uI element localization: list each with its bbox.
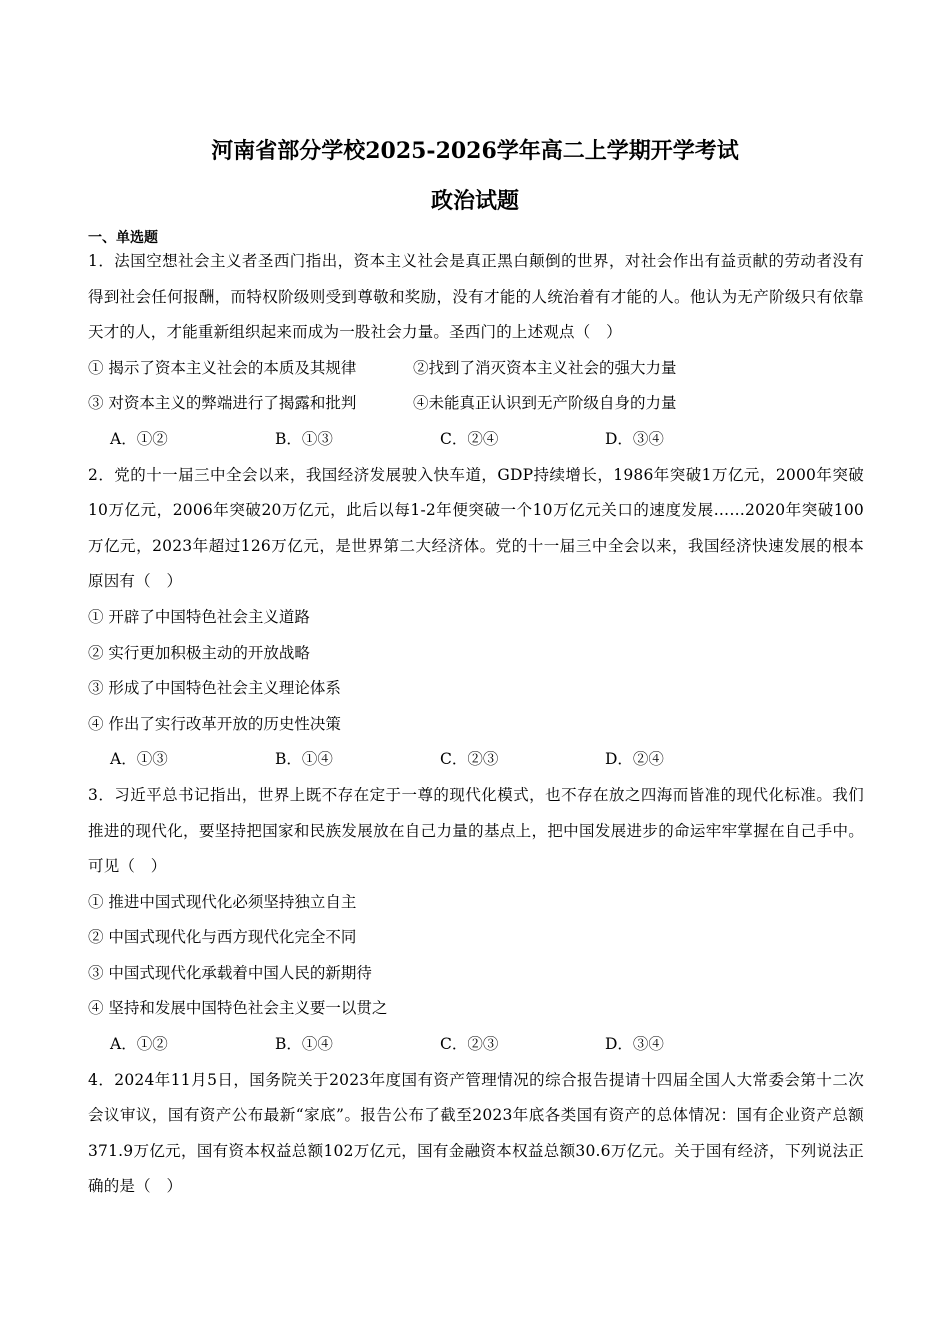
statement-3: ③ 中国式现代化承载着中国人民的新期待 [88, 963, 372, 982]
choice-c: C．②③ [440, 1035, 499, 1054]
exam-subject: 政治试题 [430, 188, 519, 214]
section-heading: 一、单选题 [88, 230, 158, 246]
statement-4: ④ 作出了实行改革开放的历史性决策 [88, 714, 341, 733]
statement-4: ④ 坚持和发展中国特色社会主义要一以贯之 [88, 999, 388, 1018]
statement-3: ③ 形成了中国特色社会主义理论体系 [88, 679, 341, 698]
statement-2: ② 中国式现代化与西方现代化完全不同 [88, 928, 357, 947]
statement-2: ② 实行更加积极主动的开放战略 [88, 643, 310, 662]
statement-4: ④未能真正认识到无产阶级自身的力量 [413, 394, 677, 413]
question-1-choices [88, 422, 864, 458]
choice-c: C．②④ [440, 429, 499, 448]
question-1-statements-b [88, 386, 864, 422]
statement-3: ③ 对资本主义的弊端进行了揭露和批判 [88, 394, 357, 413]
question-1-statements-a [88, 351, 864, 387]
choice-b: B．①③ [275, 429, 333, 448]
statement-2: ②找到了消灭资本主义社会的强大力量 [413, 358, 677, 377]
statement-1: ① 推进中国式现代化必须坚持独立自主 [88, 892, 357, 911]
choice-d: D．②④ [605, 750, 664, 769]
question-body [88, 244, 864, 1205]
statement-1: ① 开辟了中国特色社会主义道路 [88, 607, 310, 626]
question-2-stem: 2．党的十一届三中全会以来，我国经济发展驶入快车道，GDP持续增长，1986年突破1万亿元，2000年突破10万亿元，2006年突破20万亿元，此后以每1-2年便突破一个10万亿元关口的速度发展……2020年突破100万亿元，2023年超过126万亿元，是世界第二大经济体。党的十一届三中全会以来，我国经济快速发展的根本原因有（ ） [88, 465, 864, 591]
choice-d: D．③④ [605, 429, 664, 448]
choice-a: A．①② [110, 429, 168, 448]
choice-b: B．①④ [275, 1035, 333, 1054]
question-3-choices [88, 1027, 864, 1063]
question-2-choices [88, 742, 864, 778]
choice-a: A．①③ [110, 750, 168, 769]
question-1-stem: 1．法国空想社会主义者圣西门指出，资本主义社会是真正黑白颠倒的世界，对社会作出有益贡献的劳动者没有得到社会任何报酬，而特权阶级则受到尊敬和奖励，没有才能的人统治着有才能的人。他认为无产阶级只有依靠天才的人，才能重新组织起来而成为一股社会力量。圣西门的上述观点（ ） [88, 252, 864, 342]
statement-1: ① 揭示了资本主义社会的本质及其规律 [88, 358, 357, 377]
question-4-stem: 4．2024年11月5日，国务院关于2023年度国有资产管理情况的综合报告提请十四届全国人大常委会第十二次会议审议，国有资产公布最新“家底”。报告公布了截至2023年底各类国有资产的总体情况：国有企业资产总额371.9万亿元，国有资本权益总额102万亿元，国有金融资本权益总额30.6万亿元。关于国有经济，下列说法正确的是（ ） [88, 1070, 864, 1196]
exam-title: 河南省部分学校2025-2026学年高二上学期开学考试 [211, 138, 739, 164]
question-3-stem: 3．习近平总书记指出，世界上既不存在定于一尊的现代化模式，也不存在放之四海而皆准的现代化标准。我们推进的现代化，要坚持把国家和民族发展放在自己力量的基点上，把中国发展进步的命运牢牢掌握在自己手中。可见（ ） [88, 785, 864, 876]
choice-c: C．②③ [440, 750, 499, 769]
choice-b: B．①④ [275, 750, 333, 769]
choice-d: D．③④ [605, 1035, 664, 1054]
choice-a: A．①② [110, 1035, 168, 1054]
